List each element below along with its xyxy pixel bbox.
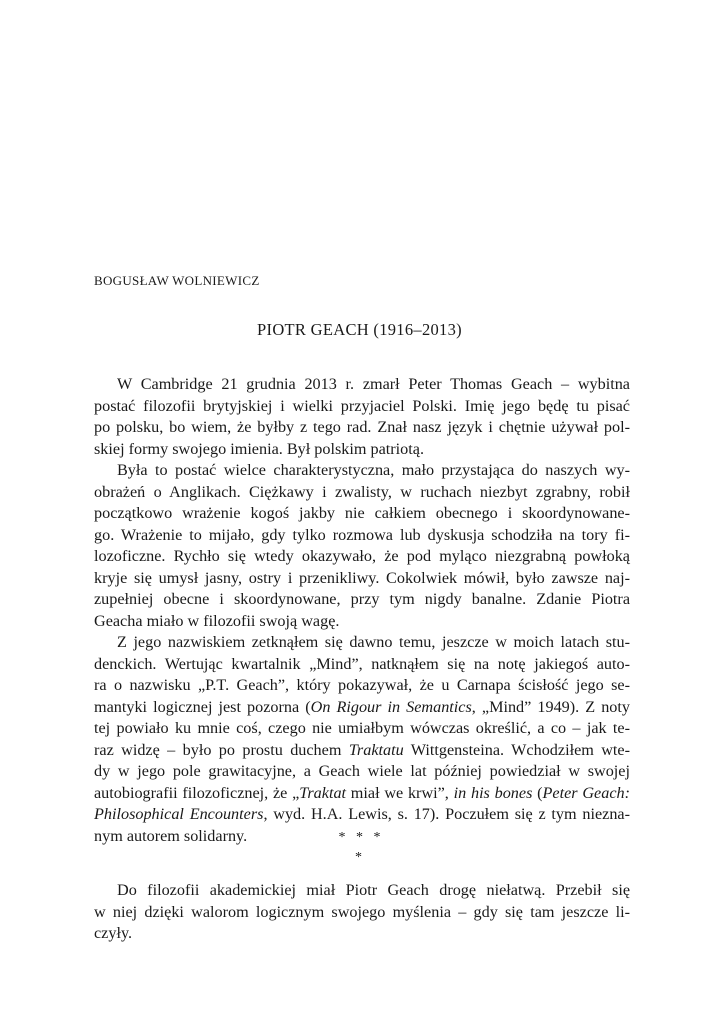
text-line: denckich. Wertując kwartalnik „Mind”, natknąłem się na notę jakiegoś auto- <box>94 654 630 673</box>
paragraph-1 <box>94 374 630 460</box>
text-run: mantyki logicznej jest pozorna ( <box>94 697 311 716</box>
text-run: miał we krwi”, <box>346 783 454 802</box>
text-line <box>94 740 630 762</box>
text-line: tej powiało ku mnie coś, czego nie umiałbym wówczas określić, a co – jak te- <box>94 719 630 737</box>
text-run: autobiografii filozoficznej, że „ <box>94 783 300 802</box>
paragraph-4 <box>94 880 630 945</box>
author-name: BOGUSŁAW WOLNIEWICZ <box>94 273 260 288</box>
text-line <box>94 783 630 805</box>
text-line: go. Wrażenie to mijało, gdy tylko rozmowa lub dyskusja schodziła na tory fi- <box>94 525 630 544</box>
separator-stars-row: * * * <box>338 830 381 845</box>
text-line: Z jego nazwiskiem zetknąłem się dawno temu, jeszcze w moich latach stu- <box>117 633 630 651</box>
text-line: skiej formy swojego imienia. Był polskim patriotą. <box>94 439 425 458</box>
text-run: raz widzę – było po prostu duchem <box>94 740 349 759</box>
text-line: W Cambridge 21 grudnia 2013 r. zmarł Peter Thomas Geach – wybitna <box>117 375 630 393</box>
separator-star: * <box>355 850 362 865</box>
text-run: , „Mind” 1949). Z noty <box>471 697 630 716</box>
text-line: Do filozofii akademickiej miał Piotr Geach drogę niełatwą. Przebił się <box>117 881 630 899</box>
text-line: nym autorem solidarny. <box>94 826 248 845</box>
text-line: po polsku, bo wiem, że byłby z tego rad. Znał nasz język i chętnie używał pol- <box>94 418 630 436</box>
text-line: ra o nazwisku „P.T. Geach”, który pokazywał, że u Carnapa ścisłość jego se- <box>94 676 630 694</box>
paragraph-3 <box>94 632 630 847</box>
text-line <box>94 697 630 719</box>
text-line: zupełniej obecne i skoordynowane, przy tym nigdy banalne. Zdanie Piotra <box>94 590 630 608</box>
text-line: kryje się umysł jasny, ostry i przenikliwy. Cokolwiek mówił, było zawsze naj- <box>94 568 630 587</box>
paragraph-2 <box>94 460 630 632</box>
text-run: Wittgensteina. Wchodziłem wte- <box>403 740 630 759</box>
italic-title-run: On Rigour in Semantics <box>310 697 472 716</box>
section-separator <box>0 828 719 868</box>
text-line: postać filozofii brytyjskiej i wielki przyjaciel Polski. Imię jego będę tu pisać <box>94 396 630 415</box>
italic-title-run: Traktat <box>299 783 347 802</box>
text-line: czyły. <box>94 924 133 942</box>
text-run: , wyd. H.A. Lewis, s. 17). Poczułem się z tym niezna- <box>263 805 630 823</box>
text-line: lozoficzne. Rychło się wtedy okazywało, że pod myląco niezgrabną powłoką <box>94 547 630 565</box>
italic-title-run: Traktatu <box>348 740 404 759</box>
text-line: Geacha miało w filozofii swoją wagę. <box>94 611 340 630</box>
text-line: obrażeń o Anglikach. Ciężkawy i zwalisty, w ruchach niezbyt zgrabny, robił <box>94 482 630 501</box>
italic-title-run: Philosophical Encounters <box>94 805 264 823</box>
italic-title-run: Peter Geach: <box>542 783 630 802</box>
italic-phrase-run: in his bones <box>453 783 533 802</box>
text-line: dy w jego pole grawitacyjne, a Geach wiele lat później powiedział w swojej <box>94 762 630 780</box>
text-line: w niej dzięki walorom logicznym swojego myślenia – gdy się tam jeszcze li- <box>94 902 630 921</box>
text-line: Była to postać wielce charakterystyczna, mało przystająca do naszych wy- <box>117 461 630 479</box>
text-run: ( <box>532 783 543 802</box>
article-title: PIOTR GEACH (1916–2013) <box>257 320 462 339</box>
text-line <box>94 804 630 826</box>
text-line: początkowo wrażenie kogoś jakby nie całkiem obecnego i skoordynowane- <box>94 504 630 522</box>
